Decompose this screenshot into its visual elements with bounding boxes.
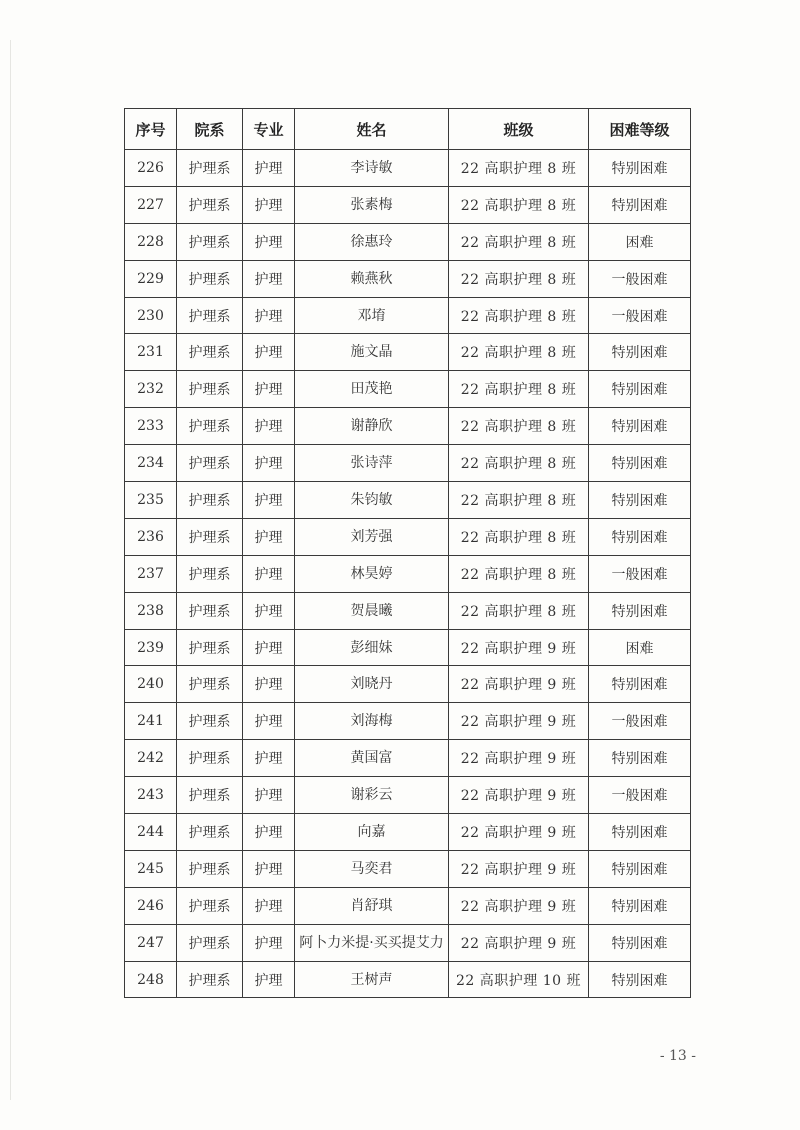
cell-dept: 护理系 <box>177 961 243 998</box>
cell-class: 22 高职护理 8 班 <box>449 445 589 482</box>
table-row <box>125 334 691 371</box>
cell-dept: 护理系 <box>177 814 243 851</box>
header-class: 班级 <box>449 109 589 150</box>
cell-major: 护理 <box>243 186 295 223</box>
cell-class: 22 高职护理 8 班 <box>449 297 589 334</box>
cell-class: 22 高职护理 9 班 <box>449 814 589 851</box>
cell-major: 护理 <box>243 260 295 297</box>
cell-no: 228 <box>125 223 177 260</box>
cell-class: 22 高职护理 9 班 <box>449 850 589 887</box>
cell-major: 护理 <box>243 150 295 187</box>
table-row <box>125 592 691 629</box>
cell-major: 护理 <box>243 777 295 814</box>
cell-level: 特别困难 <box>589 408 691 445</box>
cell-major: 护理 <box>243 924 295 961</box>
cell-dept: 护理系 <box>177 186 243 223</box>
cell-major: 护理 <box>243 445 295 482</box>
table-row <box>125 408 691 445</box>
cell-major: 护理 <box>243 666 295 703</box>
cell-name: 肖舒琪 <box>295 887 449 924</box>
table-row <box>125 961 691 998</box>
cell-major: 护理 <box>243 297 295 334</box>
table-row <box>125 740 691 777</box>
table-row <box>125 482 691 519</box>
cell-dept: 护理系 <box>177 924 243 961</box>
cell-name: 谢彩云 <box>295 777 449 814</box>
cell-major: 护理 <box>243 629 295 666</box>
cell-major: 护理 <box>243 850 295 887</box>
table-row <box>125 814 691 851</box>
cell-name: 朱钧敏 <box>295 482 449 519</box>
cell-name: 张诗萍 <box>295 445 449 482</box>
cell-name: 李诗敏 <box>295 150 449 187</box>
cell-level: 特别困难 <box>589 150 691 187</box>
cell-no: 240 <box>125 666 177 703</box>
cell-major: 护理 <box>243 961 295 998</box>
table-row <box>125 777 691 814</box>
cell-no: 247 <box>125 924 177 961</box>
cell-major: 护理 <box>243 555 295 592</box>
cell-class: 22 高职护理 8 班 <box>449 150 589 187</box>
cell-level: 一般困难 <box>589 297 691 334</box>
cell-name: 刘芳强 <box>295 518 449 555</box>
cell-no: 239 <box>125 629 177 666</box>
table-row <box>125 260 691 297</box>
cell-major: 护理 <box>243 334 295 371</box>
table-row <box>125 186 691 223</box>
cell-class: 22 高职护理 8 班 <box>449 260 589 297</box>
cell-dept: 护理系 <box>177 740 243 777</box>
table-row <box>125 887 691 924</box>
cell-name: 田茂艳 <box>295 371 449 408</box>
header-level: 困难等级 <box>589 109 691 150</box>
cell-class: 22 高职护理 8 班 <box>449 186 589 223</box>
cell-no: 237 <box>125 555 177 592</box>
cell-class: 22 高职护理 8 班 <box>449 408 589 445</box>
cell-class: 22 高职护理 8 班 <box>449 482 589 519</box>
table-row <box>125 371 691 408</box>
cell-level: 特别困难 <box>589 482 691 519</box>
cell-no: 238 <box>125 592 177 629</box>
cell-name: 马奕君 <box>295 850 449 887</box>
cell-dept: 护理系 <box>177 260 243 297</box>
cell-level: 困难 <box>589 629 691 666</box>
cell-level: 特别困难 <box>589 371 691 408</box>
cell-dept: 护理系 <box>177 408 243 445</box>
cell-level: 特别困难 <box>589 961 691 998</box>
cell-level: 特别困难 <box>589 518 691 555</box>
table-row <box>125 150 691 187</box>
cell-class: 22 高职护理 8 班 <box>449 555 589 592</box>
cell-class: 22 高职护理 9 班 <box>449 629 589 666</box>
cell-dept: 护理系 <box>177 592 243 629</box>
cell-name: 徐惠玲 <box>295 223 449 260</box>
cell-dept: 护理系 <box>177 371 243 408</box>
cell-level: 特别困难 <box>589 740 691 777</box>
cell-dept: 护理系 <box>177 482 243 519</box>
table-row <box>125 297 691 334</box>
page-number <box>0 1048 800 1064</box>
cell-major: 护理 <box>243 592 295 629</box>
cell-class: 22 高职护理 8 班 <box>449 334 589 371</box>
table-row <box>125 850 691 887</box>
page-edge <box>10 40 11 1100</box>
cell-name: 阿卜力米提·买买提艾力 <box>295 924 449 961</box>
cell-no: 248 <box>125 961 177 998</box>
cell-name: 贺晨曦 <box>295 592 449 629</box>
cell-no: 234 <box>125 445 177 482</box>
cell-no: 232 <box>125 371 177 408</box>
cell-no: 230 <box>125 297 177 334</box>
cell-dept: 护理系 <box>177 150 243 187</box>
cell-dept: 护理系 <box>177 223 243 260</box>
cell-dept: 护理系 <box>177 555 243 592</box>
cell-name: 张素梅 <box>295 186 449 223</box>
cell-name: 刘晓丹 <box>295 666 449 703</box>
header-no: 序号 <box>125 109 177 150</box>
header-dept: 院系 <box>177 109 243 150</box>
cell-class: 22 高职护理 8 班 <box>449 518 589 555</box>
cell-level: 特别困难 <box>589 924 691 961</box>
student-roster-table <box>124 108 691 998</box>
header-major: 专业 <box>243 109 295 150</box>
table-row <box>125 924 691 961</box>
cell-major: 护理 <box>243 408 295 445</box>
cell-dept: 护理系 <box>177 445 243 482</box>
cell-dept: 护理系 <box>177 629 243 666</box>
cell-no: 229 <box>125 260 177 297</box>
cell-no: 244 <box>125 814 177 851</box>
cell-level: 特别困难 <box>589 445 691 482</box>
cell-level: 一般困难 <box>589 555 691 592</box>
header-name: 姓名 <box>295 109 449 150</box>
cell-major: 护理 <box>243 814 295 851</box>
page-number-text: - 13 - <box>659 1048 696 1064</box>
cell-class: 22 高职护理 8 班 <box>449 371 589 408</box>
cell-dept: 护理系 <box>177 703 243 740</box>
cell-name: 施文晶 <box>295 334 449 371</box>
cell-no: 245 <box>125 850 177 887</box>
cell-major: 护理 <box>243 703 295 740</box>
cell-dept: 护理系 <box>177 297 243 334</box>
cell-no: 231 <box>125 334 177 371</box>
table-header <box>125 109 691 150</box>
cell-major: 护理 <box>243 482 295 519</box>
cell-name: 黄国富 <box>295 740 449 777</box>
cell-level: 一般困难 <box>589 260 691 297</box>
cell-name: 刘海梅 <box>295 703 449 740</box>
cell-no: 227 <box>125 186 177 223</box>
cell-major: 护理 <box>243 223 295 260</box>
cell-name: 邓堉 <box>295 297 449 334</box>
cell-no: 243 <box>125 777 177 814</box>
table-row <box>125 223 691 260</box>
header-row <box>125 109 691 150</box>
cell-dept: 护理系 <box>177 850 243 887</box>
cell-dept: 护理系 <box>177 777 243 814</box>
cell-level: 特别困难 <box>589 334 691 371</box>
cell-level: 特别困难 <box>589 887 691 924</box>
cell-major: 护理 <box>243 371 295 408</box>
cell-class: 22 高职护理 8 班 <box>449 592 589 629</box>
cell-level: 特别困难 <box>589 592 691 629</box>
table-row <box>125 666 691 703</box>
cell-level: 困难 <box>589 223 691 260</box>
cell-no: 235 <box>125 482 177 519</box>
cell-major: 护理 <box>243 740 295 777</box>
cell-no: 226 <box>125 150 177 187</box>
cell-dept: 护理系 <box>177 887 243 924</box>
cell-name: 谢静欣 <box>295 408 449 445</box>
cell-no: 241 <box>125 703 177 740</box>
table-row <box>125 445 691 482</box>
cell-name: 彭细妹 <box>295 629 449 666</box>
cell-dept: 护理系 <box>177 666 243 703</box>
cell-name: 向嘉 <box>295 814 449 851</box>
cell-no: 236 <box>125 518 177 555</box>
cell-class: 22 高职护理 8 班 <box>449 223 589 260</box>
cell-class: 22 高职护理 9 班 <box>449 740 589 777</box>
cell-level: 特别困难 <box>589 850 691 887</box>
table-row <box>125 518 691 555</box>
table-row <box>125 555 691 592</box>
cell-name: 林昊婷 <box>295 555 449 592</box>
cell-name: 赖燕秋 <box>295 260 449 297</box>
cell-class: 22 高职护理 9 班 <box>449 887 589 924</box>
cell-class: 22 高职护理 9 班 <box>449 924 589 961</box>
table-row <box>125 629 691 666</box>
cell-major: 护理 <box>243 887 295 924</box>
cell-no: 233 <box>125 408 177 445</box>
cell-class: 22 高职护理 10 班 <box>449 961 589 998</box>
cell-major: 护理 <box>243 518 295 555</box>
cell-dept: 护理系 <box>177 518 243 555</box>
cell-no: 242 <box>125 740 177 777</box>
cell-level: 一般困难 <box>589 703 691 740</box>
cell-level: 一般困难 <box>589 777 691 814</box>
cell-name: 王树声 <box>295 961 449 998</box>
cell-level: 特别困难 <box>589 666 691 703</box>
cell-level: 特别困难 <box>589 186 691 223</box>
table-body <box>125 150 691 998</box>
table-row <box>125 703 691 740</box>
cell-class: 22 高职护理 9 班 <box>449 666 589 703</box>
cell-level: 特别困难 <box>589 814 691 851</box>
cell-no: 246 <box>125 887 177 924</box>
cell-class: 22 高职护理 9 班 <box>449 703 589 740</box>
cell-class: 22 高职护理 9 班 <box>449 777 589 814</box>
cell-dept: 护理系 <box>177 334 243 371</box>
